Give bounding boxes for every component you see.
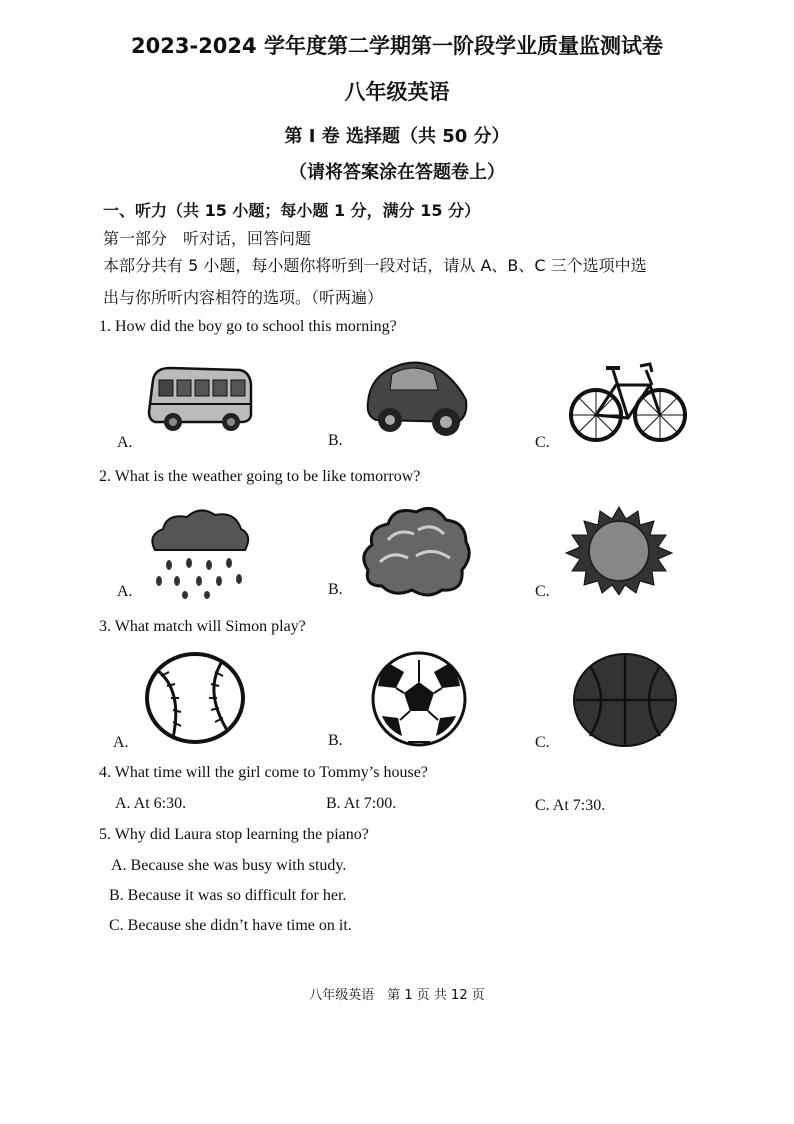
q3-option-c-label: C. <box>535 734 550 751</box>
instruction-line-1: 本部分共有 5 小题，每小题你将听到一段对话，请从 A、B、C 三个选项中选 <box>103 256 647 275</box>
instruction-line-2: 出与你所听内容相符的选项。（听两遍） <box>103 288 384 307</box>
bicycle-icon <box>568 350 688 450</box>
question-2: 2. What is the weather going to be like tomorrow? <box>99 468 421 485</box>
q5-option-a: A. Because she was busy with study. <box>111 857 347 874</box>
subject-title: 八年级英语 <box>344 80 450 104</box>
q1-option-b-label: B. <box>328 432 343 449</box>
q3-option-b-label: B. <box>328 732 343 749</box>
baseball-icon <box>143 650 247 746</box>
part-heading: 第 I 卷 选择题（共 50 分） <box>284 126 510 147</box>
q4-option-a: A. At 6:30. <box>115 795 187 812</box>
question-3: 3. What match will Simon play? <box>99 618 306 635</box>
q1-option-a-label: A. <box>117 434 133 451</box>
question-1: 1. How did the boy go to school this morning? <box>99 318 397 335</box>
q2-option-c-label: C. <box>535 583 550 600</box>
sun-icon <box>562 505 677 595</box>
q5-option-c: C. Because she didn’t have time on it. <box>109 917 352 934</box>
exam-title: 2023-2024 学年度第二学期第一阶段学业质量监测试卷 <box>131 34 663 58</box>
question-4: 4. What time will the girl come to Tommy’s house? <box>99 764 428 781</box>
section-heading: 一、听力（共 15 小题；每小题 1 分，满分 15 分） <box>103 201 481 220</box>
part-note: （请将答案涂在答题卷上） <box>289 162 505 183</box>
cloud-icon <box>358 500 473 600</box>
part-one-heading: 第一部分 听对话，回答问题 <box>103 229 312 248</box>
soccer-ball-icon <box>370 650 468 748</box>
bus-icon <box>145 360 255 435</box>
q2-option-b-label: B. <box>328 581 343 598</box>
q2-option-a-label: A. <box>117 583 133 600</box>
rain-cloud-icon <box>145 505 255 600</box>
q3-option-a-label: A. <box>113 734 129 751</box>
car-icon <box>362 350 472 440</box>
q4-option-b: B. At 7:00. <box>326 795 397 812</box>
q5-option-b: B. Because it was so difficult for her. <box>109 887 347 904</box>
q1-option-c-label: C. <box>535 434 550 451</box>
page-footer: 八年级英语 第 1 页 共 12 页 <box>309 988 485 1003</box>
basketball-icon <box>572 652 678 748</box>
question-5: 5. Why did Laura stop learning the piano? <box>99 826 369 843</box>
q4-option-c: C. At 7:30. <box>535 797 606 814</box>
